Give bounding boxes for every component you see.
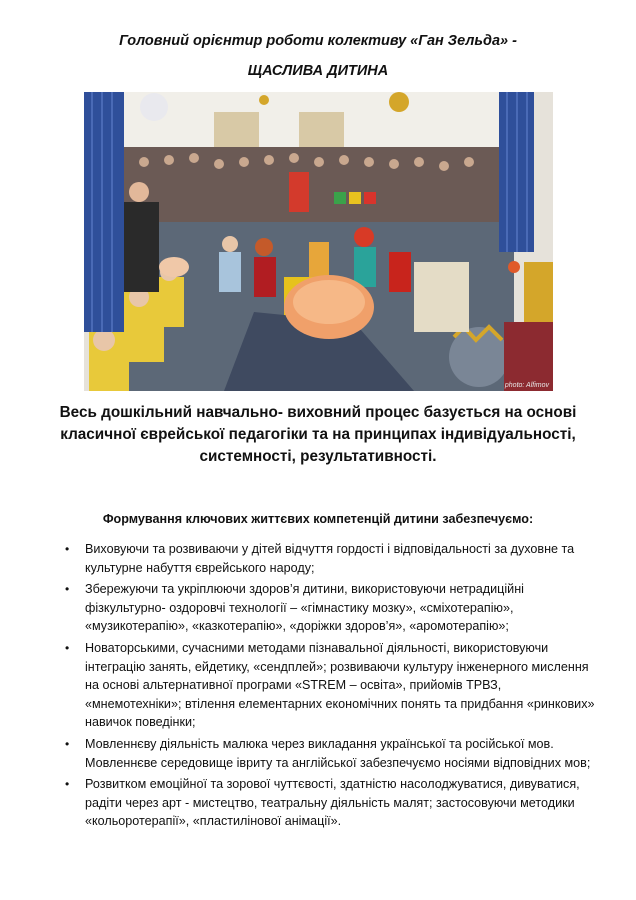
bullet-icon: • — [65, 736, 70, 751]
photo-watermark: photo: Alfimov — [504, 382, 549, 389]
list-item — [60, 580, 600, 636]
list-item — [60, 735, 600, 772]
competencies-heading: Формування ключових життєвих компетенцій дитини забезпечуємо: — [102, 512, 534, 526]
list-item — [60, 775, 600, 831]
bullet-icon: • — [65, 777, 70, 792]
list-item — [60, 540, 600, 577]
document-subtitle: ЩАСЛИВА ДИТИНА — [247, 63, 389, 79]
list-item — [60, 639, 600, 732]
bullet-icon: • — [65, 640, 70, 655]
photo-illustration — [84, 92, 553, 391]
kindergarten-celebration-photo — [84, 92, 553, 391]
list-item-text: Мовленнєву діяльність малюка через викладання української та російської мов. Мовленнєве середовище івриту та англійської забезпечуємо носіями відповідних мов; — [85, 736, 591, 770]
document-title: Головний орієнтир роботи колективу «Ган Зельда» - — [119, 33, 517, 49]
list-item-text: Збережуючи та укріплюючи здоров’я дитини, використовуючи нетрадиційні фізкультурно- оздоровчі технології – «гімнастику мозку», «сміхотерапію», «музикотерапію», «казкотерапію», «доріжки здоров’я», «аромотерапію»; — [85, 582, 524, 634]
bullet-icon: • — [65, 542, 70, 556]
list-item-text: Новаторськими, сучасними методами пізнавальної діяльності, використовуючи інтеграцію занять, ейдетику, «сендплей»; розвиваючи культуру інженерного мислення на основі альтернативної програми «STREM – освіта», прийомів ТРВЗ, «мнемотехніки»; втілення елементарних економічних понять та придбання «ринкових» навичок поведінки; — [85, 640, 595, 730]
bullet-icon: • — [65, 582, 70, 597]
list-item-text: Розвитком емоційної та зорової чуттєвості, здатністю насолоджуватися, дивуватися, радіти через арт - мистецтво, театральну діяльність малят; застосовуючи методики «кольоротерапії», «пластилінової анімації». — [85, 777, 580, 829]
list-item-text: Виховуючи та розвиваючи у дітей відчуття гордості і відповідальності за духовне та культурне набуття єврейського народу; — [85, 542, 575, 575]
competencies-list — [60, 540, 600, 834]
lead-paragraph: Весь дошкільний навчально- виховний процес базується на основі класичної єврейської педагогіки та на принципах індивідуальності, системності, результативності. — [59, 404, 577, 465]
